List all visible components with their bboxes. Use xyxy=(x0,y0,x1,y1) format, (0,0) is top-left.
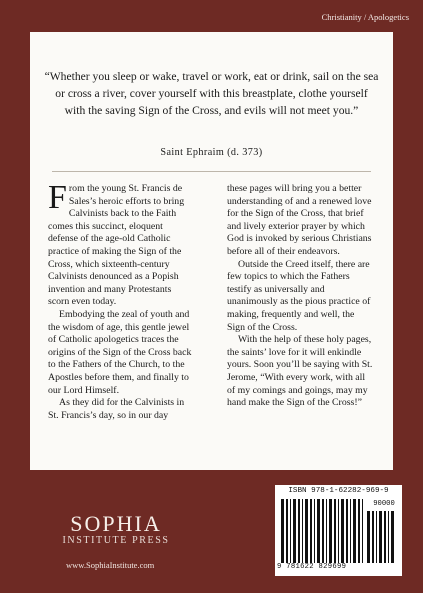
text-column-left xyxy=(48,179,194,422)
paragraph: As they did for the Calvinists in St. Francis’s day, so in our day xyxy=(48,397,185,421)
paragraph-text: rom the young St. Francis de Sales’s heroic efforts to bring Calvinists back to the Faith comes this succinct, eloquent defense of the age-old Catholic practice of making the Sign of the Cross, which sixteenth-century Calvinists denounced as a Popish invention and many Protestants scorn even today. xyxy=(48,183,185,308)
text-column-right xyxy=(227,183,373,410)
divider xyxy=(52,171,371,172)
barcode-bars-icon xyxy=(281,499,365,563)
publisher-subtitle: INSTITUTE PRESS xyxy=(62,535,170,546)
isbn-number: ISBN 978-1-62282-969-9 xyxy=(288,487,389,495)
publisher-name: SOPHIA xyxy=(70,511,162,536)
epigraph-attribution: Saint Ephraim (d. 373) xyxy=(160,147,263,158)
addon-bars-icon xyxy=(367,511,397,563)
paragraph: With the help of these holy pages, the saints’ love for it will enkindle yours. Soon you’ll be saying with St. Jerome, “With every work, with all of my comings and goings, may my hand make the Sign of the Cross!” xyxy=(227,334,373,409)
content-panel xyxy=(30,32,393,470)
ean-number: 9 781622 829699 xyxy=(277,563,347,571)
paragraph: Outside the Creed itself, there are few topics to which the Fathers testify as universally and unanimously as the pious practice of making, frequently and well, the Sign of the Cross. xyxy=(227,258,371,333)
publisher-url[interactable]: www.SophiaInstitute.com xyxy=(66,560,155,570)
paragraph: Embodying the zeal of youth and the wisdom of age, this gentle jewel of Catholic apologetics traces the origins of the Sign of the Cross back to the Fathers of the Church, to the Apostles before them, and finally to our Lord Himself. xyxy=(48,308,192,396)
publisher-logo xyxy=(38,511,194,546)
paragraph: these pages will bring you a better understanding of and a renewed love for the Sign of the Cross, that brief and lively exterior prayer by which God is invoked by serious Christians before all of their endeavors. xyxy=(227,183,372,257)
category-label: Christianity / Apologetics xyxy=(321,12,409,22)
paragraph xyxy=(48,179,194,309)
drop-cap: F xyxy=(48,179,67,216)
barcode xyxy=(275,485,402,576)
epigraph-quote: “Whether you sleep or wake, travel or work, eat or drink, sail on the sea or cross a river, cover yourself with this breastplate, clothe yourself with the saving Sign of the Cross, and evils will not meet you.” xyxy=(44,70,379,117)
price-addon-number: 90000 xyxy=(373,500,395,508)
